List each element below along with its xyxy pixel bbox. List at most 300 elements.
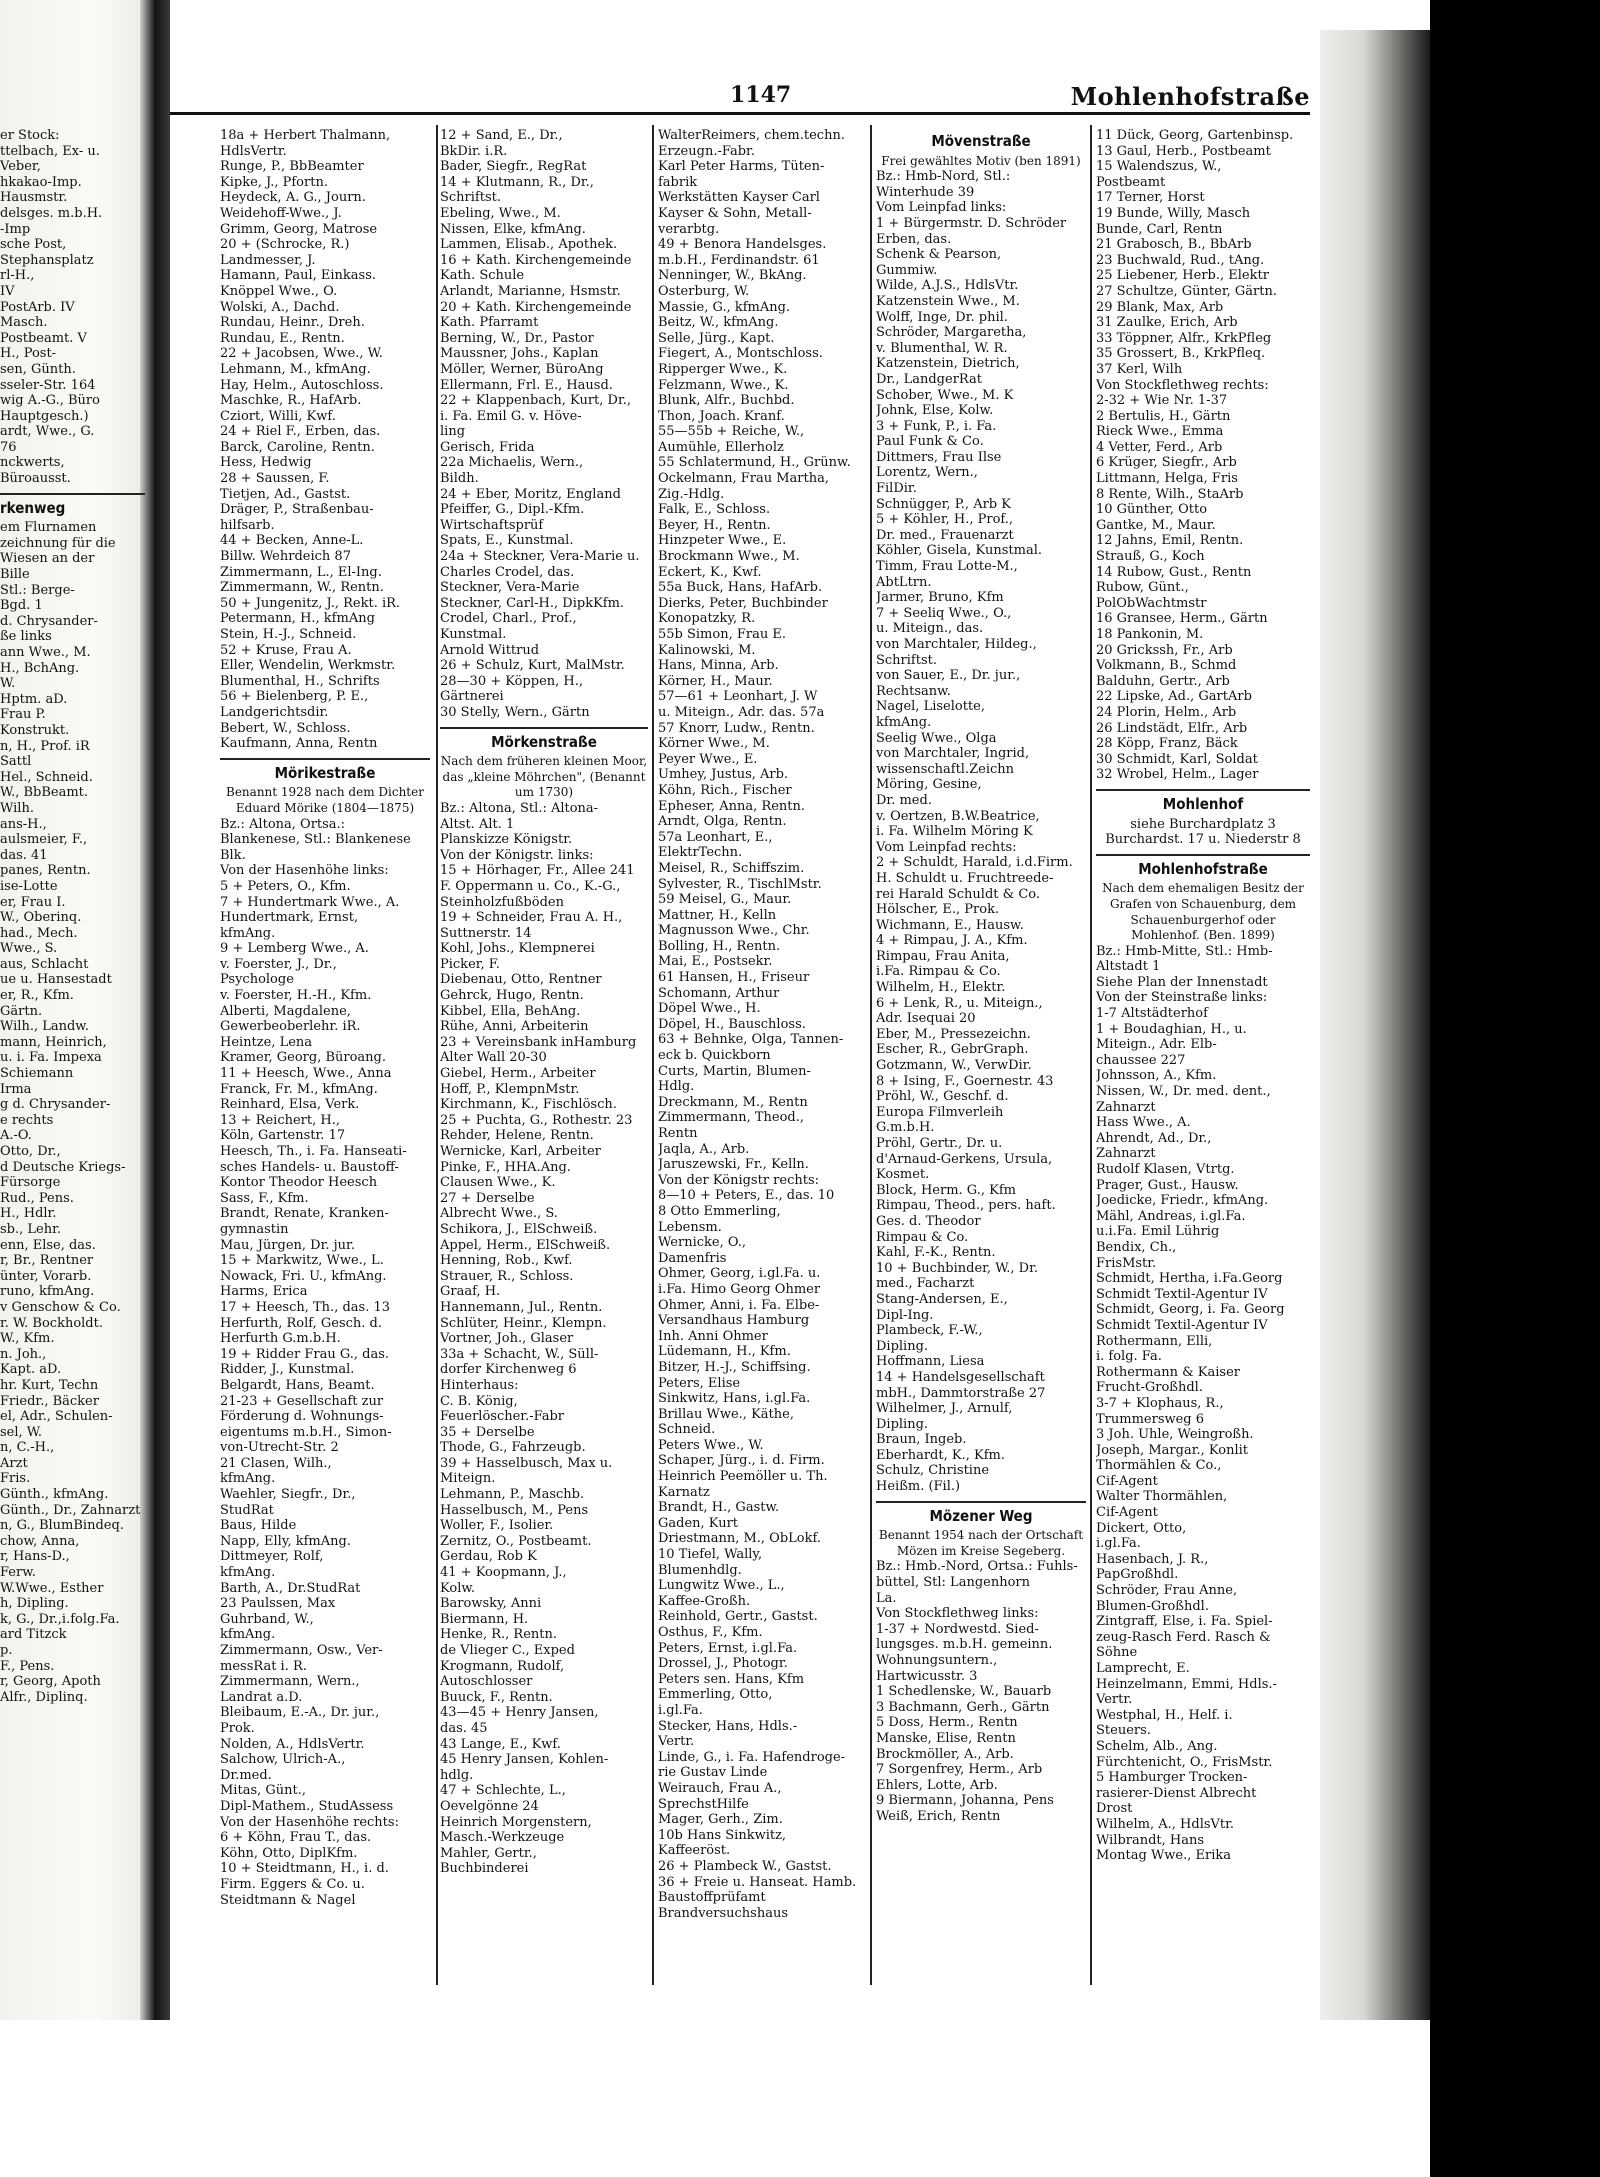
entry-line: messRat i. R. <box>220 1658 307 1674</box>
entry-line: 5 + Peters, O., Kfm. <box>220 878 351 894</box>
entry-line: 21 Clasen, Wilh., <box>220 1455 332 1471</box>
entry-line: 57a Leonhart, E., <box>658 829 773 845</box>
entry-line: hdlg. <box>440 1767 474 1783</box>
entry-line: 3-7 + Klophaus, R., <box>1096 1395 1224 1411</box>
entry-line: 8 Rente, Wilh., StaArb <box>1096 486 1244 502</box>
entry-line: hkakao-Imp. <box>0 174 82 190</box>
entry-line: er Stock: <box>0 128 60 143</box>
entry-line: Arnold Wittrud <box>440 642 540 658</box>
section-rule <box>1096 789 1310 791</box>
entry-line: Lüdemann, H., Kfm. <box>658 1344 791 1360</box>
entry-line: Giebel, Herm., Arbeiter <box>440 1066 596 1082</box>
entry-line: 57—61 + Leonhart, J. W <box>658 689 818 705</box>
entry-line: F. Oppermann u. Co., K.-G., <box>440 878 621 894</box>
entry-line: Kaffeeröst. <box>658 1843 731 1859</box>
entry-line: Frucht-Großhdl. <box>1096 1380 1203 1396</box>
entry-line: d'Arnaud-Gerkens, Ursula, <box>876 1151 1053 1167</box>
entry-line: 57 Knorr, Ludw., Rentn. <box>658 720 815 736</box>
entry-line: 1 Schedlenske, W., Bauarb <box>876 1684 1052 1700</box>
entry-line: Schikora, J., ElSchweiß. <box>440 1221 598 1237</box>
entry-line: Hdlg. <box>658 1079 695 1095</box>
entry-line: Brandt, Renate, Kranken- <box>220 1206 389 1222</box>
entry-line: Wilhelm, H., Elektr. <box>876 980 1006 996</box>
entry-line: v. Blumenthal, W. R. <box>876 340 1008 356</box>
entry-line: chaussee 227 <box>1096 1052 1186 1068</box>
entry-line: Zimmermann, L., El-Ing. <box>220 564 382 580</box>
entry-line: Zahnarzt <box>1096 1099 1156 1115</box>
entry-line: SprechstHilfe <box>658 1796 749 1812</box>
entry-line: Kath. Pfarramt <box>440 315 539 331</box>
entry-line: Maschke, R., HafArb. <box>220 393 362 409</box>
street-naming-note: Benannt 1954 nach der Ortschaft Mözen im Kreise Segeberg. <box>878 1528 1084 1558</box>
entry-line: u. Miteign., Adr. das. 57a <box>658 704 825 720</box>
entry-line: Kolw. <box>440 1580 476 1596</box>
entry-line: sseler-Str. 164 <box>0 377 96 393</box>
entry-line: Wilhelm, A., HdlsVtr. <box>1096 1816 1235 1832</box>
entry-line: runo, kfmAng. <box>0 1284 95 1300</box>
entry-line: Meisel, R., Schiffszim. <box>658 860 805 876</box>
entry-line: hr. Kurt, Techn <box>0 1377 99 1393</box>
entry-line: Harms, Erica <box>220 1284 308 1300</box>
entry-line: Möller, Werner, BüroAng <box>440 361 604 377</box>
entry-line: Eller, Wendelin, Werkmstr. <box>220 658 396 674</box>
entry-line: d Deutsche Kriegs- <box>0 1159 126 1175</box>
entry-line: Grimm, Georg, Matrose <box>220 221 378 237</box>
entry-line: 3 Bachmann, Gerh., Gärtn <box>876 1699 1050 1715</box>
entry-line: C. B. König, <box>440 1393 518 1409</box>
entry-line: Pröhl, W., Geschf. d. <box>876 1089 1009 1105</box>
entry-line: Blunk, Alfr., Buchbd. <box>658 393 795 409</box>
entry-line: Littmann, Helga, Fris <box>1096 471 1238 487</box>
entry-line: Dr. med. <box>876 792 932 808</box>
entry-line: H., BchAng. <box>0 660 80 676</box>
entry-line: Dipl-Ing. <box>876 1307 934 1323</box>
entry-line: Köhn, Rich., Fischer <box>658 782 792 798</box>
entry-line: 4 Vetter, Ferd., Arb <box>1096 439 1223 455</box>
entry-line: Spats, E., Kunstmal. <box>440 533 574 549</box>
entry-line: von Marchtaler, Ingrid, <box>876 746 1030 762</box>
entry-line: Pfeiffer, G., Dipl.-Kfm. <box>440 502 585 518</box>
entry-line: i. Fa. Wilhelm Möring K <box>876 824 1033 840</box>
entry-line: Drossel, J., Photogr. <box>658 1656 788 1672</box>
entry-line: Hptm. aD. <box>0 691 68 707</box>
entry-line: 32 Wrobel, Helm., Lager <box>1096 767 1259 783</box>
entry-line: Waehler, Siegfr., Dr., <box>220 1487 356 1503</box>
entry-line: Franck, Fr. M., kfmAng. <box>220 1081 378 1097</box>
entry-line: Eber, M., Pressezeichn. <box>876 1026 1031 1042</box>
entry-line: 61 Hansen, H., Friseur <box>658 970 810 986</box>
cross-reference: siehe Burchardplatz 3 <box>1130 816 1276 832</box>
entry-line: Mahler, Gertr., <box>440 1845 537 1861</box>
entry-line: Wirtschaftsprüf <box>440 517 544 533</box>
entry-line: rei Harald Schuldt & Co. <box>876 886 1041 902</box>
entry-line: Arlandt, Marianne, Hsmstr. <box>440 283 621 299</box>
entry-line: von Sauer, E., Dr. jur., <box>876 668 1021 684</box>
entry-line: Zig.-Hdlg. <box>658 486 725 502</box>
entry-line: ElektrTechn. <box>658 845 743 861</box>
entry-line: Ebeling, Wwe., M. <box>440 205 561 221</box>
entry-line: Vom Leinpfad links: <box>876 200 1007 216</box>
entry-line: Von der Königstr rechts: <box>658 1172 820 1188</box>
entry-line: Pinke, F., HHA.Ang. <box>440 1159 571 1175</box>
entry-line: Clausen Wwe., K. <box>440 1175 556 1191</box>
column-rule <box>870 125 872 1985</box>
entry-line: Landmesser, J. <box>220 252 316 268</box>
entry-line: Heißm. (Fil.) <box>876 1479 961 1495</box>
entry-line: H. Schuldt u. Fruchtreede- <box>876 870 1054 886</box>
entry-line: Weidehoff-Wwe., J. <box>220 205 342 221</box>
entry-line: Dipl-Mathem., StudAssess <box>220 1798 394 1814</box>
entry-line: Köhler, Gisela, Kunstmal. <box>876 543 1042 559</box>
entry-line: Barck, Caroline, Rentn. <box>220 439 375 455</box>
entry-line: Körner Wwe., M. <box>658 736 770 752</box>
entry-line: Kaufmann, Anna, Rentn <box>220 736 378 752</box>
entry-line: Kipke, J., Pfortn. <box>220 174 328 190</box>
entry-line: Stecker, Hans, Hdls.- <box>658 1718 798 1734</box>
entry-line: r, Georg, Apoth <box>0 1674 101 1690</box>
entry-line: Zimmermann, Osw., Ver- <box>220 1643 383 1658</box>
entry-line: Kontor Theodor Heesch <box>220 1175 378 1191</box>
entry-line: wissenschaftl.Zeichn <box>876 761 1015 777</box>
entry-line: 22a Michaelis, Wern., <box>440 455 584 471</box>
entry-line: Hauptgesch.) <box>0 408 89 424</box>
entry-line: Rimpau, Theod., pers. haft. <box>876 1198 1056 1214</box>
entry-line: Magnusson Wwe., Chr. <box>658 923 810 939</box>
entry-line: 10 Tiefel, Wally, <box>658 1547 763 1563</box>
entry-line: er, R., Kfm. <box>0 988 74 1004</box>
entry-line: Timm, Frau Lotte-M., <box>876 559 1018 575</box>
entry-line: 7 + Hundertmark Wwe., A. <box>220 894 400 910</box>
entry-line: Nissen, Elke, kfmAng. <box>440 221 586 237</box>
entry-line: BkDir. i.R. <box>440 143 508 159</box>
section-rule <box>1096 854 1310 856</box>
entry-line: Körner, H., Maur. <box>658 673 773 689</box>
left-page-column <box>0 128 145 2008</box>
entry-line: Henning, Rob., Kwf. <box>440 1253 573 1269</box>
entry-line: 20 + (Schrocke, R.) <box>220 237 350 253</box>
entry-line: Veber, <box>0 159 41 175</box>
entry-line: Zimmermann, Theod., <box>658 1110 804 1126</box>
entry-line: Damenfris <box>658 1250 727 1266</box>
entry-line: ann Wwe., M. <box>0 645 91 660</box>
entry-line: Bendix, Ch., <box>1096 1239 1177 1255</box>
entry-line: 55 Schlatermund, H., Grünw. <box>658 455 851 471</box>
entry-line: H., Post- <box>0 346 57 362</box>
entry-line: Salchow, Ulrich-A., <box>220 1752 346 1768</box>
entry-line: er, Frau I. <box>0 894 66 910</box>
entry-line: F., Pens. <box>0 1658 55 1674</box>
entry-line: Stang-Andersen, E., <box>876 1291 1008 1307</box>
entry-line: Wernicke, O., <box>658 1235 747 1251</box>
entry-line: 30 Schmidt, Karl, Soldat <box>1096 751 1258 767</box>
entry-line: Hölscher, E., Prok. <box>876 902 1000 918</box>
entry-line: Ohmer, Georg, i.gl.Fa. u. <box>658 1266 821 1282</box>
entry-line: Lorentz, Wern., <box>876 465 978 481</box>
street-section-heading: Mözener Weg <box>929 1506 1033 1525</box>
entry-line: Brockmann Wwe., M. <box>658 549 800 565</box>
entry-line: enn, Else, das. <box>0 1237 96 1253</box>
entry-line: ttelbach, Ex- u. <box>0 143 100 159</box>
entry-line: 8 Otto Emmerling, <box>658 1203 781 1219</box>
entry-line: 3 + Funk, P., i. Fa. <box>876 418 997 434</box>
entry-line: Schriftst. <box>440 190 501 206</box>
entry-line: 47 + Schlechte, L., <box>440 1783 566 1799</box>
entry-line: Umhey, Justus, Arb. <box>658 767 789 783</box>
entry-line: u. Miteign., das. <box>876 621 984 637</box>
entry-line: r, Br., Rentner <box>0 1253 94 1269</box>
entry-line: Drost <box>1096 1801 1133 1817</box>
entry-line: Gärtn. <box>0 1003 43 1019</box>
entry-line: Suttnerstr. 14 <box>440 925 532 941</box>
entry-line: Gärtnerei <box>440 689 504 705</box>
entry-line: ans-H., <box>0 816 47 832</box>
entry-line: 5 Hamburger Trocken- <box>1096 1770 1248 1786</box>
entry-line: 19 + Schneider, Frau A. H., <box>440 910 623 926</box>
entry-line: Wiesen an der <box>0 551 95 567</box>
entry-line: eck b. Quickborn <box>658 1048 771 1064</box>
entry-line: Brillau Wwe., Käthe, <box>658 1406 794 1422</box>
entry-line: Hess, Hedwig <box>220 455 312 471</box>
entry-line: dorfer Kirchenweg 6 <box>440 1362 577 1378</box>
entry-line: i.Fa. Rimpau & Co. <box>876 964 1001 980</box>
entry-line: 43—45 + Henry Jansen, <box>440 1705 599 1721</box>
entry-line: Albrecht Wwe., S. <box>440 1206 558 1222</box>
entry-line: kfmAng. <box>876 714 932 730</box>
entry-line: m.b.H., Ferdinandstr. 61 <box>658 252 820 268</box>
entry-line: Otto, Dr., <box>0 1144 61 1159</box>
entry-line: Belgardt, Hans, Beamt. <box>220 1377 375 1393</box>
entry-line: Kunstmal. <box>440 627 507 642</box>
entry-line: gymnastin <box>220 1221 289 1237</box>
entry-line: Reinhold, Gertr., Gastst. <box>658 1609 818 1625</box>
entry-line: 31 Zaulke, Erich, Arb <box>1096 315 1238 331</box>
entry-line: Rühe, Anni, Arbeiterin <box>440 1019 589 1035</box>
entry-line: Lehmann, P., Maschb. <box>440 1487 585 1503</box>
entry-line: Gotzmann, W., VerwDir. <box>876 1058 1032 1074</box>
entry-line: Barth, A., Dr.StudRat <box>220 1580 361 1596</box>
entry-line: 28 Köpp, Franz, Bäck <box>1096 736 1238 752</box>
entry-line: Adr. Isequai 20 <box>876 1011 976 1027</box>
entry-line: Rundau, E., Rentn. <box>220 330 345 346</box>
entry-line: Jarmer, Bruno, Kfm <box>876 590 1004 606</box>
entry-line: Ahrendt, Ad., Dr., <box>1096 1130 1212 1146</box>
entry-line: Heinzelmann, Emmi, Hdls.- <box>1096 1676 1277 1692</box>
entry-line: Rubow, Günt., <box>1096 580 1189 596</box>
entry-line: rie Gustav Linde <box>658 1765 768 1781</box>
entry-line: WalterReimers, chem.techn. <box>658 128 845 143</box>
entry-line: 45 Henry Jansen, Kohlen- <box>440 1752 609 1768</box>
entry-line: Lehmann, M., kfmAng. <box>220 361 371 377</box>
entry-line: Beitz, W., kfmAng. <box>658 315 779 331</box>
entry-line: Siehe Plan der Innenstadt <box>1096 974 1268 990</box>
entry-line: 8 + Ising, F., Goernestr. 43 <box>876 1073 1054 1089</box>
entry-line: Bz.: Altona, Stl.: Altona- <box>440 800 599 816</box>
entry-line: Gerdau, Rob K <box>440 1549 537 1565</box>
entry-line: Karl Peter Harms, Tüten- <box>658 159 825 175</box>
entry-line: 1-7 Altstädterhof <box>1096 1006 1208 1022</box>
entry-line: AbtLtrn. <box>876 574 932 590</box>
entry-line: Schiemann <box>0 1066 74 1082</box>
entry-line: nckwerts, <box>0 455 65 471</box>
entry-line: 56 + Bielenberg, P. E., <box>220 689 369 705</box>
entry-line: Stl.: Berge- <box>0 582 75 598</box>
entry-line: Schnügger, P., Arb K <box>876 496 1011 512</box>
entry-line: med., Facharzt <box>876 1276 975 1292</box>
entry-line: zeug-Rasch Ferd. Rasch & <box>1096 1629 1271 1645</box>
entry-line: Hans, Minna, Arb. <box>658 658 779 674</box>
entry-line: panes, Rentn. <box>0 863 91 879</box>
entry-line: Vertr. <box>658 1734 695 1750</box>
entry-line: d. Chrysander- <box>0 613 98 629</box>
entry-line: Maussner, Johs., Kaplan <box>440 346 599 362</box>
entry-line: 63 + Behnke, Olga, Tannen- <box>658 1032 844 1048</box>
entry-line: Vertr. <box>1096 1692 1133 1708</box>
entry-line: i.gl.Fa. <box>658 1702 703 1718</box>
entry-line: Biermann, H. <box>440 1611 529 1627</box>
entry-line: 20 Grickssh, Fr., Arb <box>1096 642 1233 658</box>
entry-line: Bildh. <box>440 471 479 487</box>
entry-line: Guhrband, W., <box>220 1611 314 1627</box>
entry-line: Wichmann, E., Hausw. <box>876 917 1024 933</box>
entry-line: Planskizze Königstr. <box>440 832 573 848</box>
entry-line: Ockelmann, Frau Martha, <box>658 471 829 487</box>
entry-line: Hinzpeter Wwe., E. <box>658 533 787 549</box>
entry-line: Arndt, Olga, Rentn. <box>658 814 787 830</box>
entry-line: 33a + Schacht, W., Süll- <box>440 1346 599 1362</box>
entry-line: Rimpau, Frau Anita, <box>876 948 1010 964</box>
entry-line: Gaden, Kurt <box>658 1515 739 1531</box>
entry-line: Mähl, Andreas, i.gl.Fa. <box>1096 1208 1246 1224</box>
entry-line: Hinterhaus: <box>440 1377 519 1393</box>
entry-line: Nagel, Liselotte, <box>876 699 985 715</box>
entry-line: u.i.Fa. Emil Lührig <box>1096 1224 1220 1240</box>
entry-line: Kayser & Sohn, Metall- <box>658 205 812 221</box>
entry-line: 1 + Boudaghian, H., u. <box>1096 1021 1247 1037</box>
entry-line: 55b Simon, Frau E. <box>658 627 786 642</box>
entry-line: Ferw. <box>0 1565 36 1581</box>
entry-line: 2-32 + Wie Nr. 1-37 <box>1096 393 1228 409</box>
entry-line: Postbeamt. V <box>0 330 87 346</box>
entry-line: Von der Hasenhöhe links: <box>220 863 389 879</box>
entry-line: Peters, Elise <box>658 1375 741 1391</box>
entry-line: 76 <box>0 439 17 455</box>
entry-line: Zintgraff, Else, i. Fa. Spiel- <box>1096 1614 1273 1630</box>
entry-line: Hartwicusstr. 3 <box>876 1668 978 1684</box>
street-naming-note: Benannt 1928 nach dem Dichter Eduard Mörike (1804—1875) <box>226 785 424 815</box>
entry-line: 12 Jahns, Emil, Rentn. <box>1096 533 1244 549</box>
entry-line: Ehlers, Lotte, Arb. <box>876 1777 998 1793</box>
entry-line: Balduhn, Gertr., Arb <box>1096 673 1230 689</box>
entry-line: el, Adr., Schulen- <box>0 1409 113 1425</box>
entry-line: r, Hans-D., <box>0 1549 70 1565</box>
entry-line: kfmAng. <box>220 1627 276 1643</box>
entry-line: Kaffee-Großh. <box>658 1593 751 1609</box>
entry-line: Bunde, Carl, Rentn <box>1096 221 1223 237</box>
entry-line: 35 Grossert, B., KrkPfleq. <box>1096 346 1266 362</box>
entry-line: Linde, G., i. Fa. Hafendroge- <box>658 1749 846 1765</box>
entry-line: 55a Buck, Hans, HafArb. <box>658 580 823 596</box>
entry-line: 11 Dück, Georg, Gartenbinsp. <box>1096 128 1294 143</box>
entry-line: H., Hdlr. <box>0 1206 57 1222</box>
entry-line: Wilh. <box>0 800 34 816</box>
entry-line: Osthus, F., Kfm. <box>658 1625 763 1640</box>
entry-line: Steidtmann & Nagel <box>220 1892 356 1908</box>
entry-line: Mattner, H., Kelln <box>658 907 777 923</box>
entry-line: n, G., BlumBindeq. <box>0 1518 124 1534</box>
entry-line: Block, Herm. G., Kfm <box>876 1182 1016 1198</box>
entry-line: Rothermann & Kaiser <box>1096 1364 1240 1380</box>
entry-line: Blankenese, Stl.: Blankenese <box>220 832 411 848</box>
entry-line: Lungwitz Wwe., L., <box>658 1578 785 1594</box>
entry-line: Hoff, P., KlempnMstr. <box>440 1081 580 1097</box>
entry-line: Frau P. <box>0 707 46 723</box>
entry-line: Brandversuchshaus <box>658 1905 788 1921</box>
entry-line: Berning, W., Dr., Pastor <box>440 330 594 346</box>
entry-line: lungsges. m.b.H. gemeinn. <box>876 1637 1053 1653</box>
entry-line: 21 Grabosch, B., BbArb <box>1096 237 1252 253</box>
entry-line: Dräger, P., Straßenbau- <box>220 502 374 518</box>
entry-line: Dittmers, Frau Ilse <box>876 449 1002 465</box>
entry-line: Blk. <box>220 847 246 863</box>
entry-line: Dr., LandgerRat <box>876 371 982 387</box>
entry-line: Schmidt, Hertha, i.Fa.Georg <box>1096 1271 1283 1287</box>
entry-line: von Marchtaler, Hildeg., <box>876 637 1037 652</box>
entry-line: 33 Töppner, Alfr., KrkPfleg <box>1096 330 1272 346</box>
entry-line: Köhn, Otto, DiplKfm. <box>220 1845 358 1861</box>
entry-line: Gummiw. <box>876 262 938 278</box>
entry-line: Söhne <box>1096 1645 1138 1661</box>
entry-line: Crodel, Charl., Prof., <box>440 611 577 627</box>
entry-line: Rieck Wwe., Emma <box>1096 424 1224 440</box>
entry-line: Weirauch, Frau A., <box>658 1780 782 1796</box>
entry-line: v Genschow & Co. <box>0 1299 121 1315</box>
entry-line: Rimpau & Co. <box>876 1229 969 1245</box>
entry-line: Plambeck, F.-W., <box>876 1323 983 1339</box>
entry-line: Baustoffprüfamt <box>658 1890 766 1906</box>
entry-line: 26 + Schulz, Kurt, MalMstr. <box>440 658 625 674</box>
entry-line: W., Oberinq. <box>0 910 82 926</box>
running-street-header: Mohlenhofstraße <box>1070 82 1310 111</box>
entry-line: 23 + Vereinsbank inHamburg <box>440 1034 637 1050</box>
entry-line: Dickert, Otto, <box>1096 1520 1187 1536</box>
entry-line: Wwe., S. <box>0 941 58 957</box>
entry-line: Peyer Wwe., E. <box>658 751 758 767</box>
entry-line: Schmidt Textil-Agentur IV <box>1096 1317 1268 1333</box>
entry-line: 22 + Jacobsen, Wwe., W. <box>220 346 383 362</box>
entry-line: W., Kfm. <box>0 1331 55 1347</box>
entry-line: Landrat a.D. <box>220 1689 303 1705</box>
entry-line: Bz.: Hmb.-Nord, Ortsa.: Fuhls- <box>876 1559 1078 1575</box>
entry-line: La. <box>876 1590 897 1606</box>
entry-line: Nowack, Fri. U., kfmAng. <box>220 1268 387 1284</box>
entry-line: Eberhardt, K., Kfm. <box>876 1447 1005 1463</box>
entry-line: v. Foerster, H.-H., Kfm. <box>220 988 372 1004</box>
entry-line: Erben, das. <box>876 231 952 247</box>
entry-line: Tietjen, Ad., Gastst. <box>220 486 351 502</box>
entry-line: 17 + Heesch, Th., das. 13 <box>220 1299 391 1315</box>
entry-line: 15 + Markwitz, Wwe., L. <box>220 1253 384 1269</box>
entry-line: 6 + Köhn, Frau T., das. <box>220 1830 372 1846</box>
entry-line: u. i. Fa. Impexa <box>0 1050 102 1066</box>
entry-line: Sattl <box>0 754 32 770</box>
scan-border-right <box>1430 0 1600 2177</box>
entry-line: Brandt, H., Gastw. <box>658 1500 780 1516</box>
entry-line: Rothermann, Elli, <box>1096 1333 1213 1349</box>
entry-line: Prager, Gust., Hausw. <box>1096 1177 1239 1193</box>
entry-line: sel, W. <box>0 1424 43 1440</box>
entry-line: 20 + Kath. Kirchengemeinde <box>440 299 632 315</box>
entry-line: kfmAng. <box>220 1471 276 1487</box>
